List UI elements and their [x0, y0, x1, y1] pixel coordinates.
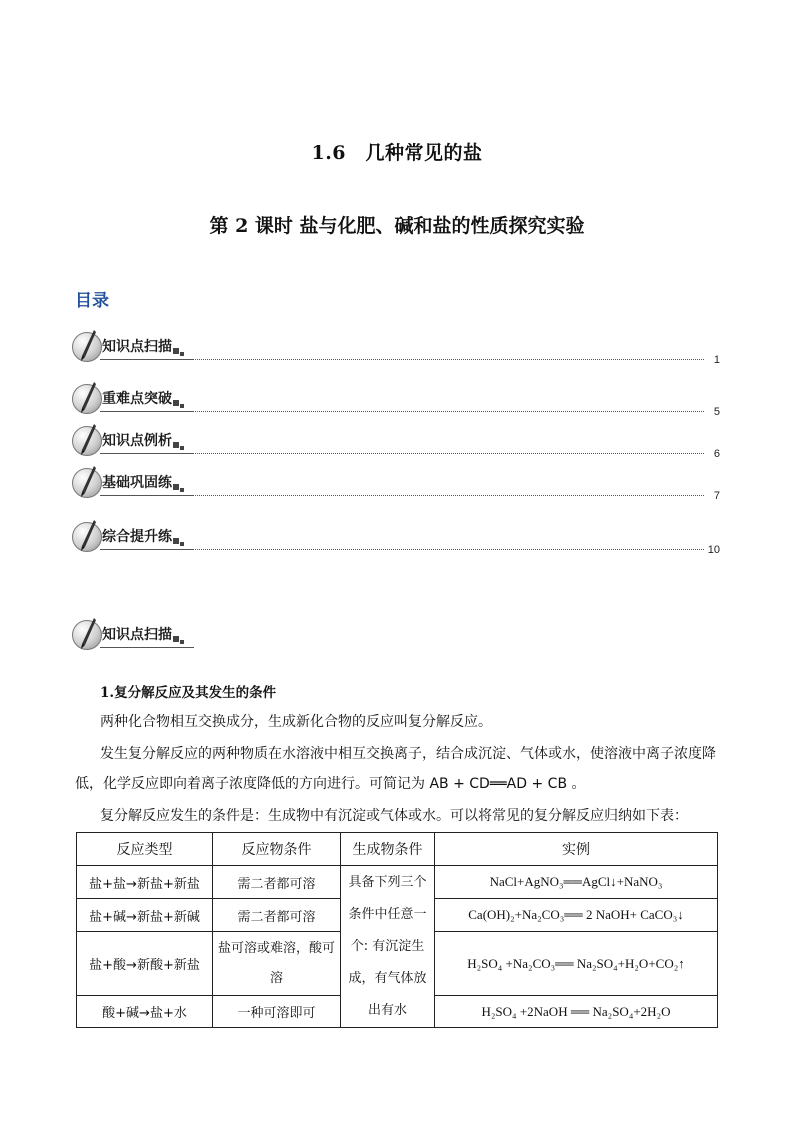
badge-square-icon [173, 348, 179, 354]
toc-page-number: 1 [713, 354, 720, 366]
column-header: 实例 [435, 833, 718, 866]
toc-page-number: 6 [713, 448, 720, 460]
cell-condition: 需二者都可溶 [213, 899, 341, 932]
pen-icon [76, 464, 100, 498]
toc-dot-leader [195, 359, 704, 360]
toc-entry[interactable] [70, 382, 720, 418]
badge-square-icon [180, 640, 184, 644]
section-heading: 1.复分解反应及其发生的条件 [100, 685, 277, 701]
toc-badge [70, 330, 194, 364]
badge-square-icon [180, 446, 184, 450]
cell-example: Ca(OH)₂+Na₂CO₃══ 2 NaOH+ CaCO₃↓ [435, 899, 718, 932]
badge-underline [100, 549, 194, 550]
column-header: 反应类型 [77, 833, 213, 866]
table-header-row [77, 833, 718, 866]
toc-entry-label: 重难点突破 [102, 391, 172, 407]
toc-entry-label: 综合提升练 [102, 529, 172, 545]
cell-condition: 盐可溶或难溶，酸可溶 [213, 932, 341, 996]
cell-type: 盐+盐→新盐+新盐 [77, 866, 213, 899]
badge-underline [100, 453, 194, 454]
badge-underline [100, 647, 194, 648]
toc-entry-label: 知识点例析 [102, 433, 172, 449]
badge-underline [100, 495, 194, 496]
badge-square-icon [180, 404, 184, 408]
section-badge-label: 知识点扫描 [102, 627, 172, 643]
cell-example: NaCl+AgNO₃══AgCl↓+NaNO₃ [435, 866, 718, 899]
pen-icon [76, 518, 100, 552]
toc-heading: 目录 [75, 291, 109, 311]
cell-product-condition: 具备下列三个条件中任意一个: 有沉淀生成，有气体放出有水 [341, 866, 435, 1028]
badge-square-icon [180, 542, 184, 546]
toc-page-number: 7 [713, 490, 720, 502]
toc-dot-leader [195, 411, 704, 412]
cell-condition: 一种可溶即可 [213, 996, 341, 1028]
toc-badge [70, 424, 194, 458]
badge-square-icon [173, 400, 179, 406]
section-badge [70, 618, 194, 652]
cell-condition: 需二者都可溶 [213, 866, 341, 899]
toc-entry[interactable] [70, 424, 720, 460]
badge-square-icon [180, 488, 184, 492]
badge-underline [100, 411, 194, 412]
pen-icon [76, 616, 100, 650]
pen-icon [76, 422, 100, 456]
paragraph: 复分解反应发生的条件是：生成物中有沉淀或气体或水。可以将常见的复分解反应归纳如下表： [100, 808, 688, 824]
toc-entry[interactable] [70, 466, 720, 502]
cell-example: H₂SO₄ +Na₂CO₃══ Na₂SO₄+H₂O+CO₂↑ [435, 932, 718, 996]
paragraph: 两种化合物相互交换成分，生成新化合物的反应叫复分解反应。 [100, 714, 492, 730]
cell-type: 酸+碱→盐+水 [77, 996, 213, 1028]
page-title: 1.6 几种常见的盐 [311, 142, 483, 164]
toc-entry-label: 知识点扫描 [102, 339, 172, 355]
badge-square-icon [180, 352, 184, 356]
badge-underline [100, 359, 194, 360]
toc-page-number: 5 [713, 406, 720, 418]
toc-entry[interactable] [70, 330, 720, 366]
toc-dot-leader [195, 495, 704, 496]
toc-badge [70, 382, 194, 416]
paragraph: 发生复分解反应的两种物质在水溶液中相互交换离子，结合成沉淀、气体或水，使溶液中离子浓度降低，化学反应即向着离子浓度降低的方向进行。可简记为 AB + CD══AD + CB 。 [75, 746, 716, 792]
toc-badge [70, 466, 194, 500]
toc-dot-leader [195, 549, 704, 550]
table-row [77, 866, 718, 899]
reaction-table [76, 832, 718, 1028]
badge-square-icon [173, 442, 179, 448]
toc-page-number: 10 [707, 544, 720, 556]
column-header: 生成物条件 [341, 833, 435, 866]
toc-badge [70, 520, 194, 554]
badge-square-icon [173, 484, 179, 490]
toc-entry-label: 基础巩固练 [102, 475, 172, 491]
column-header: 反应物条件 [213, 833, 341, 866]
badge-square-icon [173, 538, 179, 544]
pen-icon [76, 380, 100, 414]
cell-type: 盐+碱→新盐+新碱 [77, 899, 213, 932]
toc-entry[interactable] [70, 520, 720, 556]
badge-square-icon [173, 636, 179, 642]
cell-example: H₂SO₄ +2NaOH ══ Na₂SO₄+2H₂O [435, 996, 718, 1028]
pen-icon [76, 328, 100, 362]
page-subtitle: 第 2 课时 盐与化肥、碱和盐的性质探究实验 [209, 215, 585, 237]
cell-type: 盐+酸→新酸+新盐 [77, 932, 213, 996]
toc-dot-leader [195, 453, 704, 454]
